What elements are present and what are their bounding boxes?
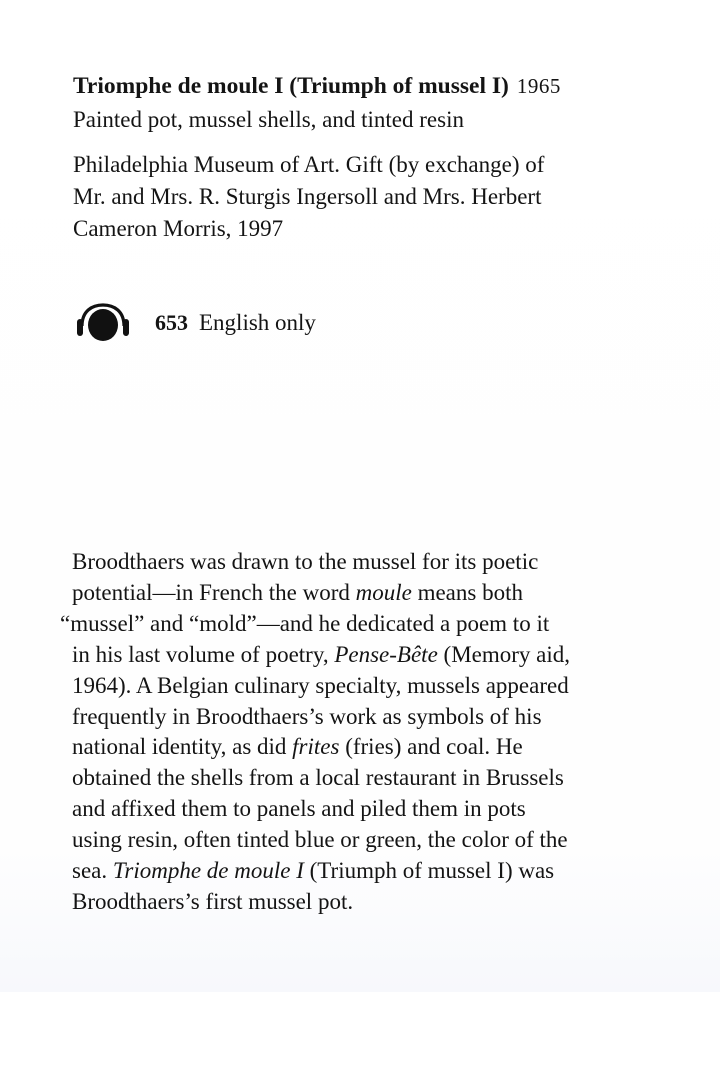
credit-line-1: Philadelphia Museum of Art. Gift (by exchange) of bbox=[73, 152, 545, 177]
text-run: Broodthaers’s first mussel pot. bbox=[72, 888, 354, 914]
title-line bbox=[73, 70, 673, 102]
text-run: (fries) and coal. He bbox=[339, 734, 523, 760]
description-line bbox=[60, 609, 652, 640]
audio-guide-info bbox=[73, 302, 316, 344]
description-line bbox=[72, 671, 652, 702]
audio-language-note: English only bbox=[199, 310, 316, 335]
audio-stop-number: 653 bbox=[155, 310, 188, 335]
italic-text: Pense-Bête bbox=[334, 641, 438, 667]
text-run: Broodthaers was drawn to the mussel for its poetic bbox=[72, 549, 539, 574]
wall-background bbox=[0, 992, 720, 1079]
text-run: national identity, as did bbox=[72, 734, 293, 760]
text-run: sea. bbox=[72, 858, 113, 884]
description-line bbox=[72, 825, 652, 856]
label-header bbox=[73, 70, 673, 245]
text-run: means both bbox=[411, 579, 523, 605]
italic-text: Triomphe de moule I bbox=[112, 858, 304, 884]
description-line bbox=[72, 856, 652, 887]
text-run: in his last volume of poetry, bbox=[72, 641, 335, 667]
description-line bbox=[72, 794, 652, 825]
text-run: frequently in Broodthaers’s work as symbols of his bbox=[72, 703, 542, 729]
artwork-year: 1965 bbox=[516, 74, 561, 98]
text-run: using resin, often tinted blue or green, the color of the bbox=[72, 827, 568, 853]
text-run: 1964). A Belgian culinary specialty, mussels appeared bbox=[72, 672, 569, 698]
headphones-icon bbox=[73, 302, 133, 344]
description-line bbox=[72, 640, 652, 671]
text-run: obtained the shells from a local restaurant in Brussels bbox=[72, 765, 564, 791]
artwork-title: Triomphe de moule I (Triumph of mussel I) bbox=[73, 73, 509, 99]
description-line bbox=[72, 547, 652, 578]
text-run: (Triumph of mussel I) was bbox=[303, 858, 555, 884]
description-paragraph bbox=[60, 547, 652, 918]
italic-text: moule bbox=[355, 579, 412, 605]
description-line bbox=[72, 702, 652, 733]
credit-line-2: Mr. and Mrs. R. Sturgis Ingersoll and Mrs. Herbert bbox=[73, 184, 542, 209]
text-run: “mussel” and “mold”—and he dedicated a poem to it bbox=[60, 610, 550, 636]
italic-text: frites bbox=[292, 734, 340, 760]
description-line bbox=[72, 578, 652, 609]
credit-line-3: Cameron Morris, 1997 bbox=[73, 216, 284, 241]
text-run: and affixed them to panels and piled them in pots bbox=[72, 796, 526, 822]
text-run: potential—in French the word bbox=[72, 579, 356, 605]
description-line bbox=[72, 887, 652, 918]
credit-line bbox=[73, 149, 653, 245]
text-run: (Memory aid, bbox=[437, 641, 570, 667]
description-line bbox=[72, 763, 652, 794]
artwork-medium: Painted pot, mussel shells, and tinted resin bbox=[73, 107, 464, 132]
description-line bbox=[72, 732, 652, 763]
